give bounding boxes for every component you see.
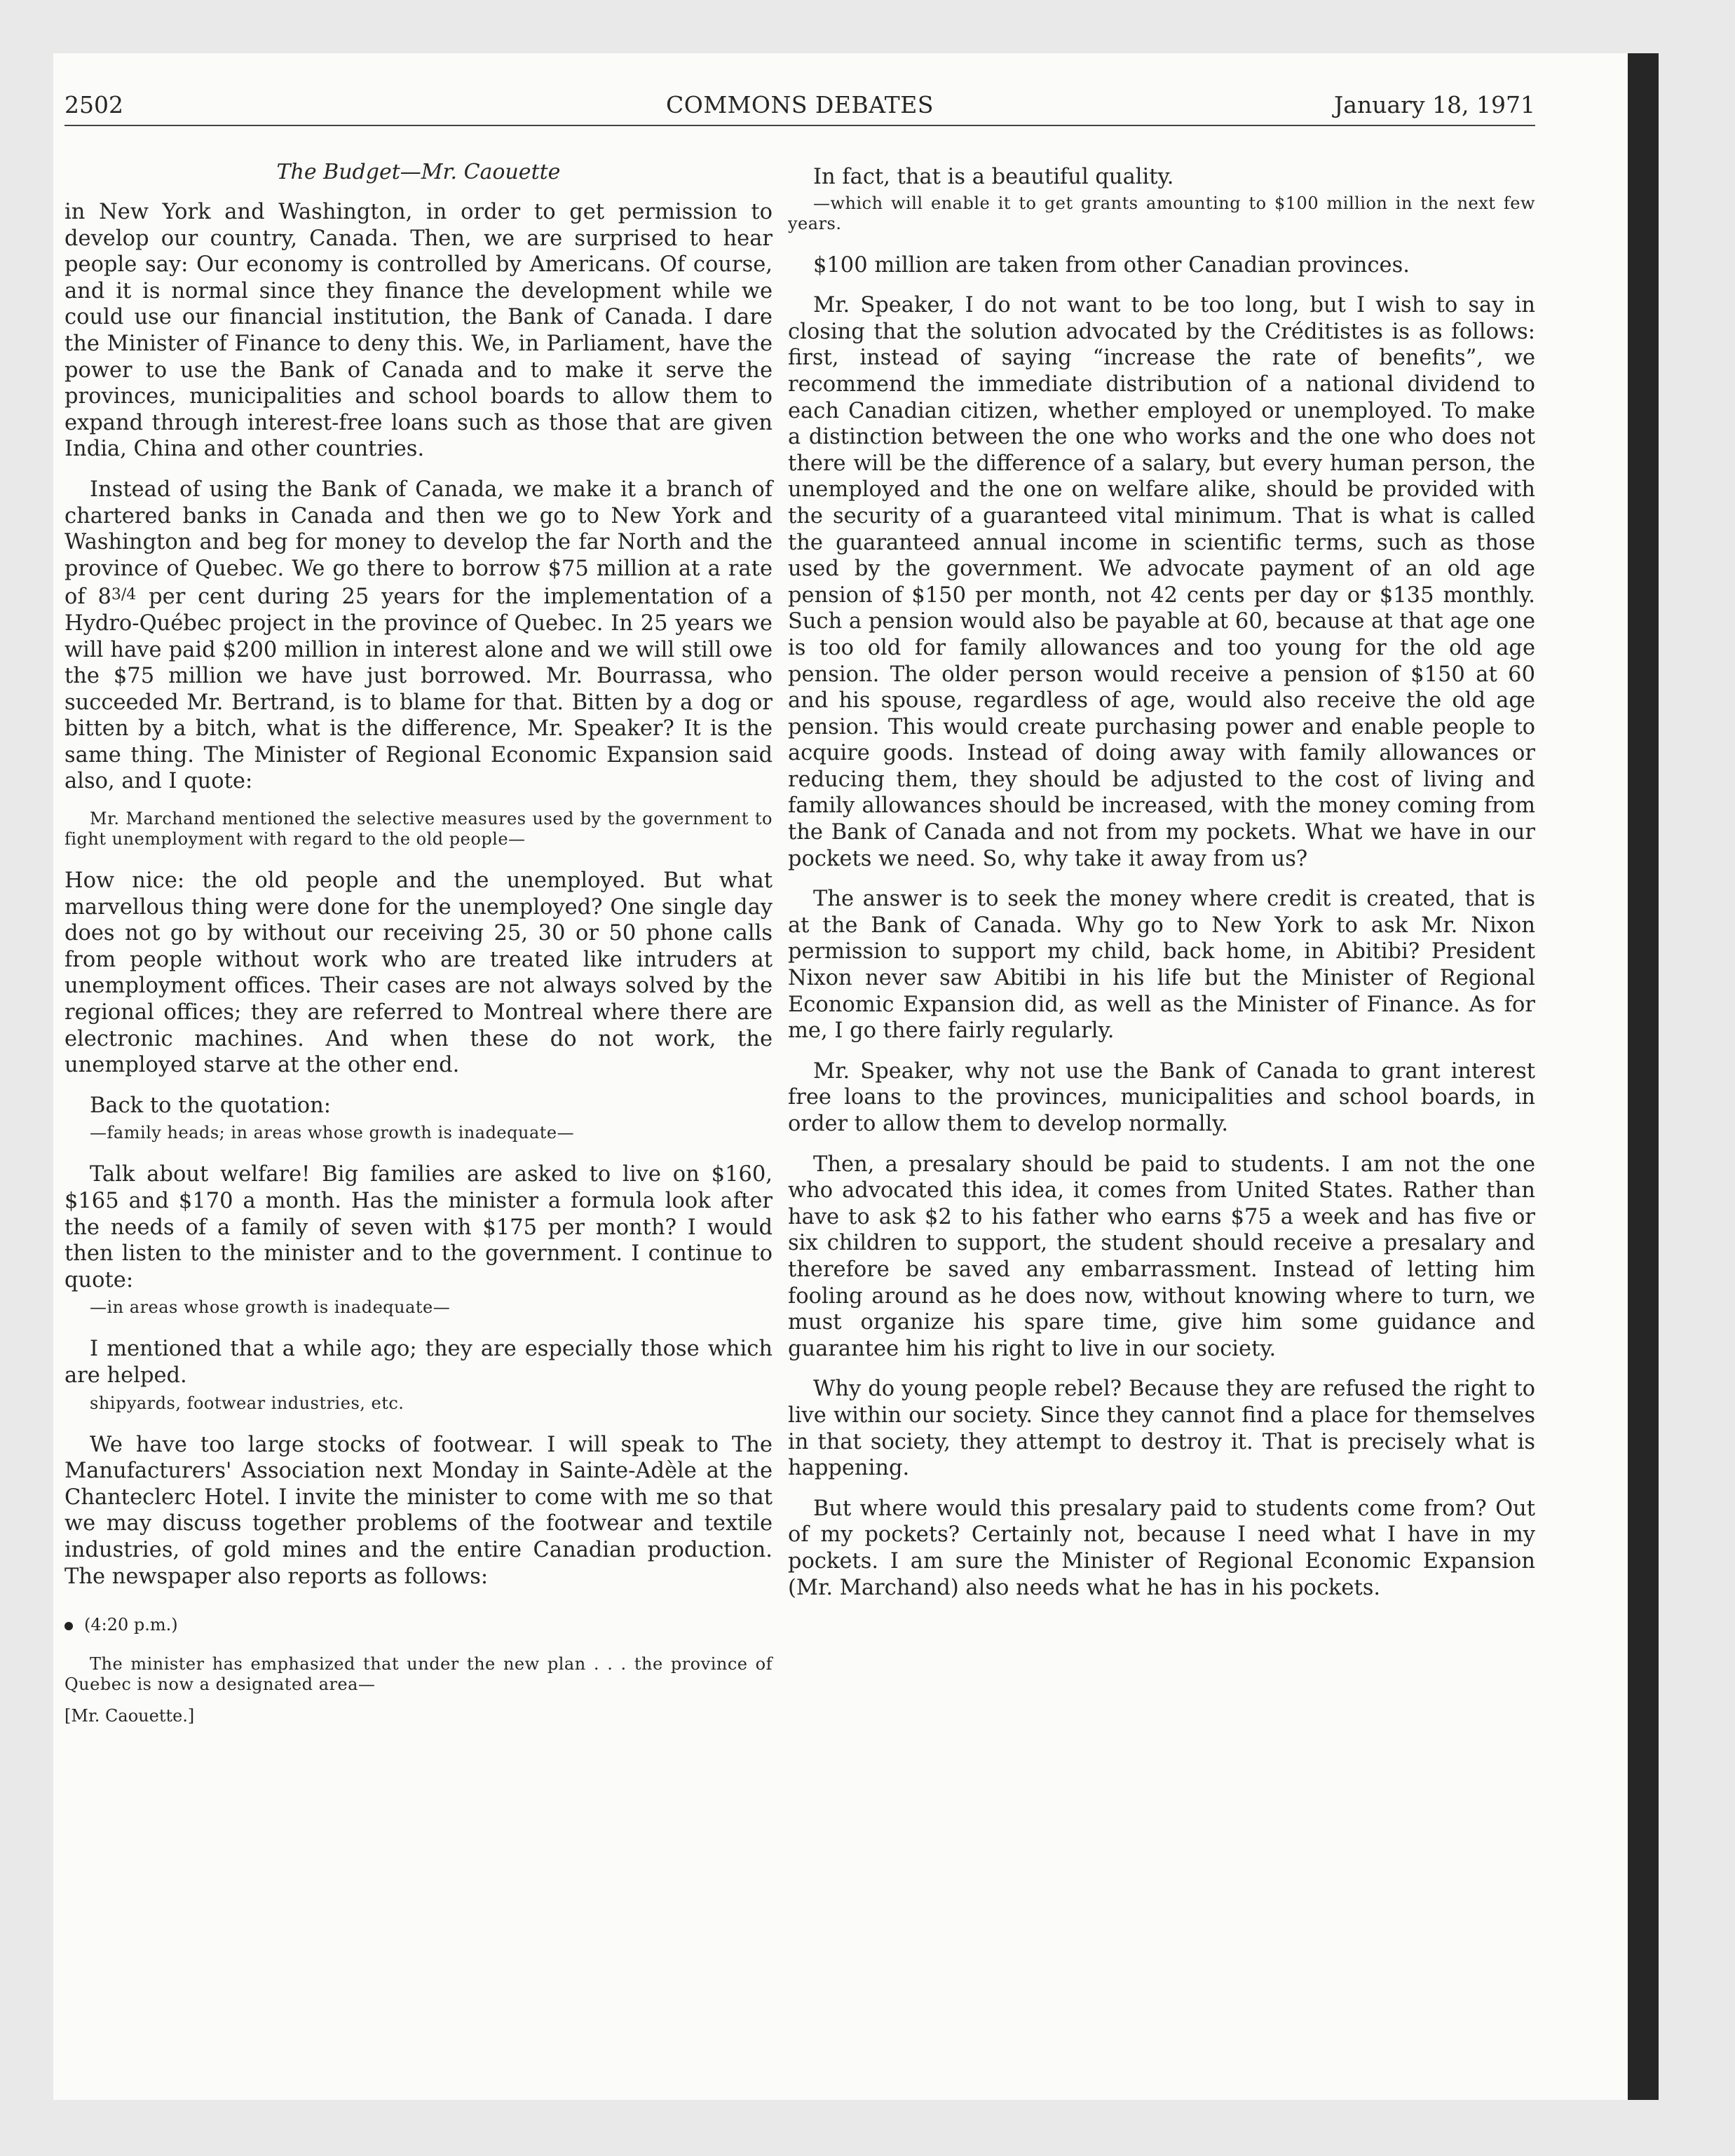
block-quote: shipyards, footwear industries, etc. <box>90 1393 404 1413</box>
paragraph: in New York and Washington, in order to get permission to develop our country, Canada. Then, we are surprised to hear people say: Our economy is controlled by Americans. Of course, and it is normal since they finance the development while we could use our financial institution, the Bank of Canada. I dare the Minister of Finance to deny this. We, in Parliament, have the power to use the Bank of Canada and to make it serve the provinces, municipalities and school boards to allow them to expand through interest-free loans such as those that are given India, China and other countries. <box>64 200 773 462</box>
paragraph: $100 million are taken from other Canadian provinces. <box>813 252 1410 278</box>
paragraph: Back to the quotation: <box>90 1093 332 1118</box>
paragraph: Mr. Speaker, I do not want to be too long, but I wish to say in closing that the solution advocated by the Créditistes is as follows: first, instead of saying “increase the rate of benefits”, we recommend the immediate distribution of a national dividend to each Canadian citizen, whether employed or unemployed. To make a distinction between the one who works and the one who does not there will be the difference of a salary, but every human person, the unemployed and the one on welfare alike, should be provided with the security of a guaranteed vital minimum. That is what is called the guaranteed annual income in scientific terms, such as those used by the government. We advocate payment of an old age pension of $150 per month, not 42 cents per day or $135 monthly. Such a pension would also be payable at 60, because at that age one is too old for family allowances and too young for the old age pension. The older person would receive a pension of $150 at 60 and his spouse, regardless of age, would also receive the old age pension. This would create purchasing power and enable people to acquire goods. Instead of doing away with family allowances or reducing them, they should be adjusted to the cost of living and family allowances should be increased, with the money coming from the Bank of Canada and not from my pockets. What we have in our pockets we need. So, why take it away from us? <box>788 293 1535 871</box>
page-date: January 18, 1971 <box>1334 91 1535 118</box>
page-header <box>64 88 1535 126</box>
publication-title: COMMONS DEBATES <box>666 91 934 118</box>
paragraph: How nice: the old people and the unemployed. But what marvellous thing were done for the unemployed? One single day does not go by without our receiving 25, 30 or 50 phone calls from people without work who are treated like intruders at unemployment offices. Their cases are not always solved by the regional offices; they are referred to Montreal where there are electronic machines. And when these do not work, the unemployed starve at the other end. <box>64 868 773 1078</box>
block-quote: —in areas whose growth is inadequate— <box>90 1297 451 1318</box>
paragraph-text: Instead of using the Bank of Canada, we make it a branch of chartered banks in Canada and then we go to New York and Washington and beg for money to develop the far North and the province of Quebec. We go there to borrow $75 million at a rate of 8 <box>64 477 773 610</box>
paragraph: Talk about welfare! Big families are asked to live on $160, $165 and $170 a month. Has the minister a formula look after the needs of a family of seven with $175 per month? I would then listen to the minister and to the government. I continue to quote: <box>64 1162 773 1292</box>
paragraph-text: per cent during 25 years for the implementation of a Hydro-Québec project in the province of Quebec. In 25 years we will have paid $200 million in interest alone and we will still owe the $75 million we have just borrowed. Mr. Bourrassa, who succeeded Mr. Bertrand, is to blame for that. Bitten by a dog or bitten by a bitch, what is the difference, Mr. Speaker? It is the same thing. The Minister of Regional Economic Expansion said also, and I quote: <box>64 585 773 794</box>
paragraph <box>64 477 773 795</box>
scan-edge-bar <box>1628 53 1659 2100</box>
left-column <box>64 199 773 1727</box>
speaker-attribution: [Mr. Caouette.] <box>64 1706 195 1726</box>
block-quote: —family heads; in areas whose growth is inadequate— <box>90 1123 575 1143</box>
block-quote: —which will enable it to get grants amounting to $100 million in the next few years. <box>788 193 1535 233</box>
timestamp-marker <box>64 1613 773 1636</box>
paragraph: Why do young people rebel? Because they are refused the right to live within our society. Since they cannot find a place for themselves in that society, they attempt to destroy it. That is precisely what is happening. <box>788 1377 1535 1481</box>
bullet-icon <box>64 1622 73 1630</box>
fraction: 3/4 <box>111 586 137 604</box>
paragraph: We have too large stocks of footwear. I will speak to The Manufacturers' Association next Monday in Sainte-Adèle at the Chanteclerc Hotel. I invite the minister to come with me so that we may discuss together problems of the footwear and textile industries, of gold mines and the entire Canadian production. The newspaper also reports as follows: <box>64 1432 773 1589</box>
timestamp-text: (4:20 p.m.) <box>84 1615 178 1635</box>
paragraph: But where would this presalary paid to students come from? Out of my pockets? Certainly not, because I need what I have in my pockets. I am sure the Minister of Regional Economic Expansion (Mr. Marchand) also needs what he has in his pockets. <box>788 1496 1535 1600</box>
paragraph: I mentioned that a while ago; they are especially those which are helped. <box>64 1337 773 1388</box>
paragraph: The answer is to seek the money where credit is created, that is at the Bank of Canada. Why go to New York to ask Mr. Nixon permission to support my child, back home, in Abitibi? President Nixon never saw Abitibi in his life but the Minister of Regional Economic Expansion did, as well as the Minister of Finance. As for me, I go there fairly regularly. <box>788 887 1535 1044</box>
page-number: 2502 <box>64 91 123 118</box>
right-column <box>788 164 1535 1615</box>
paragraph: In fact, that is a beautiful quality. <box>813 165 1174 189</box>
block-quote: The minister has emphasized that under the new plan . . . the province of Quebec is now a designated area— <box>64 1654 773 1695</box>
running-head: The Budget—Mr. Caouette <box>276 160 561 184</box>
paragraph: Mr. Speaker, why not use the Bank of Canada to grant interest free loans to the provinces, municipalities and school boards, in order to allow them to develop normally. <box>788 1058 1535 1136</box>
block-quote: Mr. Marchand mentioned the selective measures used by the government to fight unemployment with regard to the old people— <box>64 809 773 850</box>
paragraph: Then, a presalary should be paid to students. I am not the one who advocated this idea, it comes from United States. Rather than have to ask $2 to his father who earns $75 a week and has five or six children to support, the student should receive a presalary and therefore be saved any embarrassment. Instead of letting him fooling around as he does now, without knowing where to turn, we must organize his spare time, give him some guidance and guarantee him his right to live in our society. <box>788 1152 1535 1361</box>
